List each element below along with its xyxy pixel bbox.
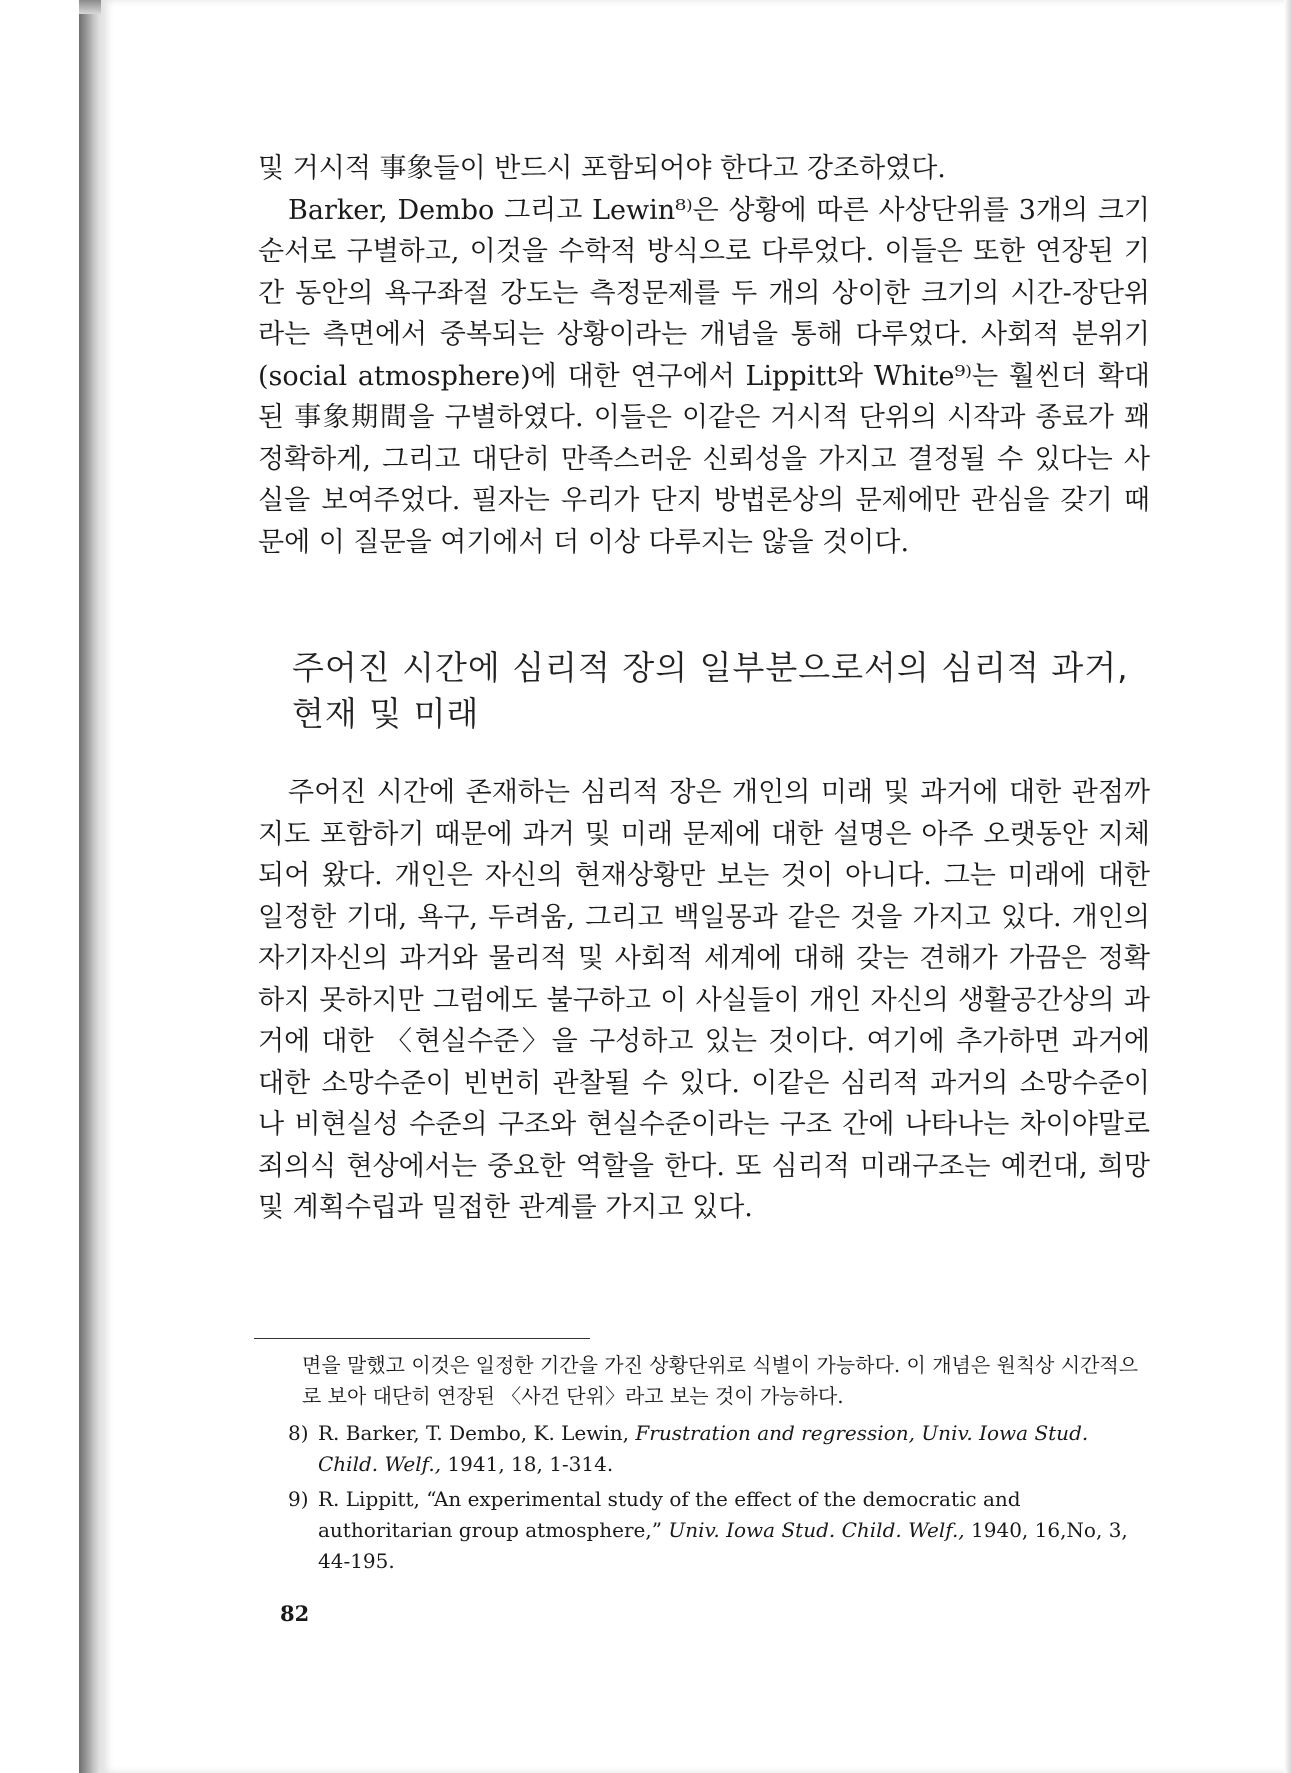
paragraph-psychological-field: 주어진 시간에 존재하는 심리적 장은 개인의 미래 및 과거에 대한 관점까지도 포함하기 때문에 과거 및 미래 문제에 대한 설명은 아주 오랫동안 지체되어 왔다. 개인은 자신의 현재상황만 보는 것이 아니다. 그는 미래에 대한 일정한 기대, 욕구, 두려움, 그리고 백일몽과 같은 것을 가지고 있다. 개인의 자기자신의 과거와 물리적 및 사회적 세계에 대해 갖는 견해가 가끔은 정확하지 못하지만 그럼에도 불구하고 이 사실들이 개인 자신의 생활공간상의 과거에 대한 〈현실수준〉을 구성하고 있는 것이다. 여기에 추가하면 과거에 대한 소망수준이 빈번히 관찰될 수 있다. 이같은 심리적 과거의 소망수준이나 비현실성 수준의 구조와 현실수준이라는 구조 간에 나타나는 차이야말로 죄의식 현상에서는 중요한 역할을 한다. 또 심리적 미래구조는 예컨대, 희망 및 계획수립과 밀접한 관계를 가지고 있다.: [258, 777, 1150, 1223]
footnote-8-body: [318, 1418, 1146, 1480]
page-number: 82: [280, 1601, 310, 1626]
footnote-9-authors: R. Lippitt, “An experimental study of the effect of the democratic and authoritarian group atmosphere,”: [318, 1487, 1021, 1542]
footnote-9-body: [318, 1484, 1146, 1577]
footnote-8: [288, 1418, 1146, 1480]
footnote-9-title: Univ. Iowa Stud. Child. Welf.,: [668, 1518, 965, 1542]
paragraph-barker-dembo-lewin: Barker, Dembo 그리고 Lewin⁸⁾은 상황에 따른 사상단위를 3개의 크기순서로 구별하고, 이것을 수학적 방식으로 다루었다. 이들은 또한 연장된 기간 동안의 욕구좌절 강도는 측정문제를 두 개의 상이한 크기의 시간-장단위라는 측면에서 중복되는 상황이라는 개념을 통해 다루었다. 사회적 분위기(social atmosphere)에 대한 연구에서 Lippitt와 White⁹⁾는 훨씬더 확대된 事象期間을 구별하였다. 이들은 이같은 거시적 단위의 시작과 종료가 꽤 정확하게, 그리고 대단히 만족스러운 신뢰성을 가지고 결정될 수 있다는 사실을 보여주었다. 필자는 우리가 단지 방법론상의 문제에만 관심을 갖기 때문에 이 질문을 여기에서 더 이상 다루지는 않을 것이다.: [258, 194, 1150, 558]
body-text-top: [258, 148, 1150, 563]
footnote-divider: [254, 1338, 590, 1339]
footnote-9-number: 9): [288, 1487, 309, 1511]
footnote-9-details: 1940, 16,No, 3, 44-195.: [318, 1518, 1128, 1573]
page-edge-shadow: [1284, 0, 1292, 1773]
paragraph-continuation: 및 거시적 事象들이 반드시 포함되어야 한다고 강조하였다.: [258, 153, 946, 184]
footnotes: [288, 1350, 1146, 1581]
section-heading: 주어진 시간에 심리적 장의 일부분으로서의 심리적 과거, 현재 및 미래: [292, 648, 1129, 733]
footnote-8-details: 1941, 18, 1-314.: [447, 1452, 614, 1476]
body-text-section: [258, 772, 1150, 1229]
footnote-9: [288, 1484, 1146, 1577]
footnote-8-number: 8): [288, 1421, 309, 1445]
footnote-8-authors: R. Barker, T. Dembo, K. Lewin,: [318, 1421, 630, 1445]
footnote-8-title: Frustration and regression, Univ. Iowa Stud. Child. Welf.,: [318, 1421, 1089, 1476]
book-spine-edge: [79, 0, 101, 1773]
footnote-continuation: 면을 말했고 이것은 일정한 기간을 가진 상황단위로 식별이 가능하다. 이 개념은 원칙상 시간적으로 보아 대단히 연장된 〈사건 단위〉라고 보는 것이 가능하다.: [302, 1353, 1139, 1408]
